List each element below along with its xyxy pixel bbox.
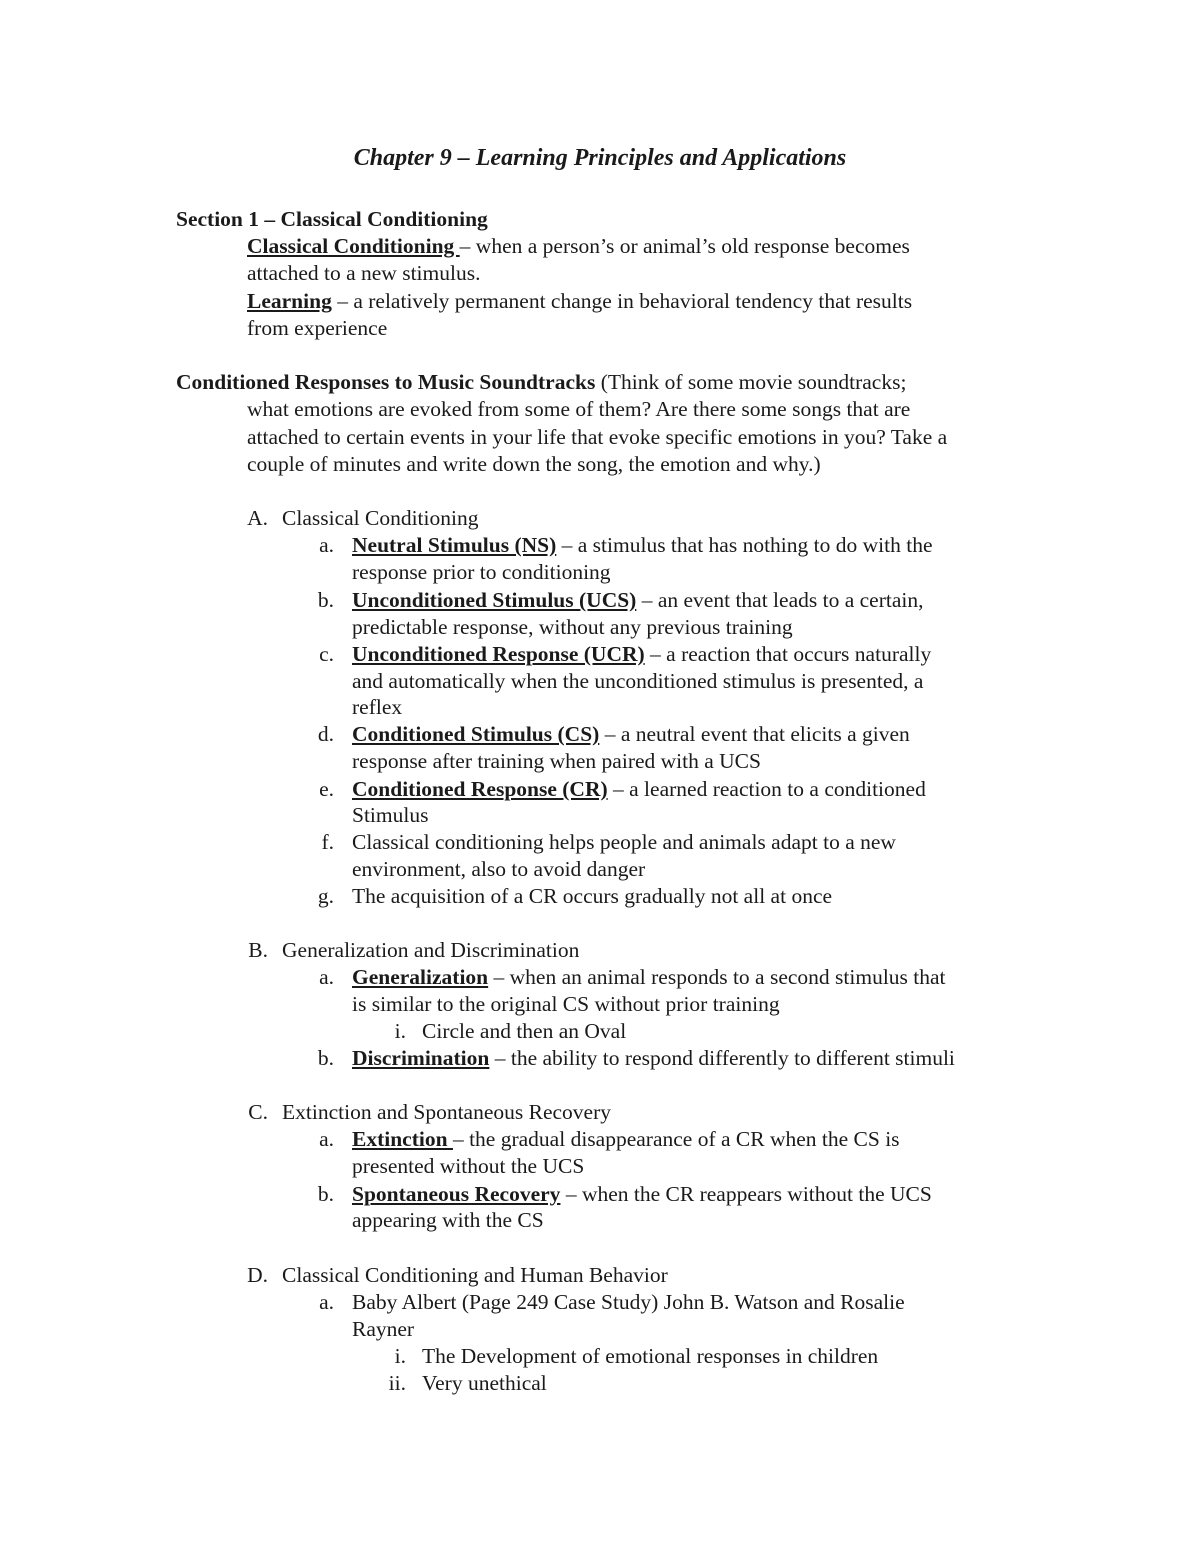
outline-heading-a: Classical Conditioning	[282, 506, 479, 530]
term: Spontaneous Recovery	[352, 1182, 561, 1206]
list-item-continuation: response after training when paired with a UCS	[352, 749, 761, 773]
section-heading: Section 1 – Classical Conditioning	[176, 207, 488, 231]
outline-heading-b: Generalization and Discrimination	[282, 938, 580, 962]
list-item-continuation: Stimulus	[352, 803, 429, 827]
soundtracks-text: (Think of some movie soundtracks;	[595, 370, 907, 394]
term: Discrimination	[352, 1046, 490, 1070]
list-item: The acquisition of a CR occurs gradually not all at once	[352, 884, 833, 908]
list-item-neutral-stimulus	[352, 532, 933, 559]
list-marker: a.	[319, 1290, 334, 1314]
list-item-unconditioned-stimulus	[352, 587, 924, 614]
outline-marker: D.	[247, 1263, 268, 1287]
soundtracks-heading: Conditioned Responses to Music Soundtracks	[176, 370, 596, 394]
term: Conditioned Stimulus (CS)	[352, 722, 600, 746]
term: Unconditioned Response (UCR)	[352, 642, 645, 666]
list-item-continuation: predictable response, without any previous training	[352, 615, 793, 639]
list-marker: e.	[319, 777, 334, 801]
list-item-continuation: and automatically when the unconditioned stimulus is presented, a	[352, 669, 924, 693]
list-marker: b.	[317, 588, 334, 612]
definition-classical-conditioning	[247, 233, 910, 260]
definition-text: – a relatively permanent change in behavioral tendency that results	[331, 289, 913, 313]
term-definition: – the gradual disappearance of a CR when the CS is	[452, 1127, 900, 1151]
definition-continuation: attached to a new stimulus.	[247, 261, 481, 285]
list-marker: g.	[317, 884, 334, 908]
list-item-continuation: environment, also to avoid danger	[352, 857, 646, 881]
list-item-spontaneous-recovery	[352, 1181, 932, 1208]
list-marker: d.	[317, 722, 334, 746]
outline-marker: A.	[247, 506, 268, 530]
list-marker: a.	[319, 533, 334, 557]
soundtracks-line: what emotions are evoked from some of them? Are there some songs that are	[247, 397, 911, 421]
soundtracks-paragraph	[176, 369, 906, 396]
soundtracks-line: couple of minutes and write down the song, the emotion and why.)	[247, 452, 821, 476]
list-marker: a.	[319, 965, 334, 989]
outline-marker: B.	[248, 938, 268, 962]
list-marker: a.	[319, 1127, 334, 1151]
sub-list-item: The Development of emotional responses in children	[422, 1344, 879, 1368]
term: Extinction	[352, 1127, 453, 1151]
list-item-unconditioned-response	[352, 641, 931, 668]
term-definition: – a reaction that occurs naturally	[644, 642, 932, 666]
sub-list-item: Very unethical	[422, 1371, 547, 1395]
term-definition: – a learned reaction to a conditioned	[607, 777, 926, 801]
term-definition: – an event that leads to a certain,	[636, 588, 924, 612]
definition-term: Classical Conditioning	[247, 234, 460, 258]
outline-heading-c: Extinction and Spontaneous Recovery	[282, 1100, 611, 1124]
definition-continuation: from experience	[247, 316, 388, 340]
list-marker: b.	[317, 1182, 334, 1206]
definition-text: – when a person’s or animal’s old response becomes	[459, 234, 910, 258]
term-definition: – a stimulus that has nothing to do with the	[556, 533, 933, 557]
term: Generalization	[352, 965, 489, 989]
sub-list-item: Circle and then an Oval	[422, 1019, 627, 1043]
definition-term: Learning	[247, 289, 332, 313]
list-item-discrimination	[352, 1045, 955, 1072]
list-item-continuation: response prior to conditioning	[352, 560, 611, 584]
term-definition: – when an animal responds to a second stimulus that	[488, 965, 946, 989]
list-item-generalization	[352, 964, 946, 991]
list-item-conditioned-stimulus	[352, 721, 910, 748]
term-definition: – the ability to respond differently to different stimuli	[489, 1046, 955, 1070]
list-item-conditioned-response	[352, 776, 926, 803]
term-definition: – when the CR reappears without the UCS	[560, 1182, 932, 1206]
sub-list-marker: ii.	[388, 1371, 406, 1395]
definition-learning	[247, 288, 912, 315]
list-marker: f.	[321, 830, 334, 854]
list-item-baby-albert: Baby Albert (Page 249 Case Study) John B. Watson and Rosalie	[352, 1290, 905, 1314]
list-item-continuation: reflex	[352, 695, 403, 719]
list-item: Classical conditioning helps people and animals adapt to a new	[352, 830, 896, 854]
sub-list-marker: i.	[394, 1019, 406, 1043]
outline-heading-d: Classical Conditioning and Human Behavior	[282, 1263, 668, 1287]
list-item-extinction	[352, 1126, 900, 1153]
term: Conditioned Response (CR)	[352, 777, 608, 801]
sub-list-marker: i.	[394, 1344, 406, 1368]
list-item-continuation: presented without the UCS	[352, 1154, 585, 1178]
list-marker: b.	[317, 1046, 334, 1070]
term: Neutral Stimulus (NS)	[352, 533, 557, 557]
list-item-continuation: is similar to the original CS without prior training	[352, 992, 780, 1016]
list-item-continuation: appearing with the CS	[352, 1208, 544, 1232]
term-definition: – a neutral event that elicits a given	[599, 722, 910, 746]
list-item-continuation: Rayner	[352, 1317, 415, 1341]
outline-marker: C.	[248, 1100, 268, 1124]
soundtracks-line: attached to certain events in your life that evoke specific emotions in you? Take a	[247, 425, 948, 449]
chapter-title: Chapter 9 – Learning Principles and Applications	[353, 145, 847, 171]
list-marker: c.	[319, 642, 334, 666]
term: Unconditioned Stimulus (UCS)	[352, 588, 637, 612]
